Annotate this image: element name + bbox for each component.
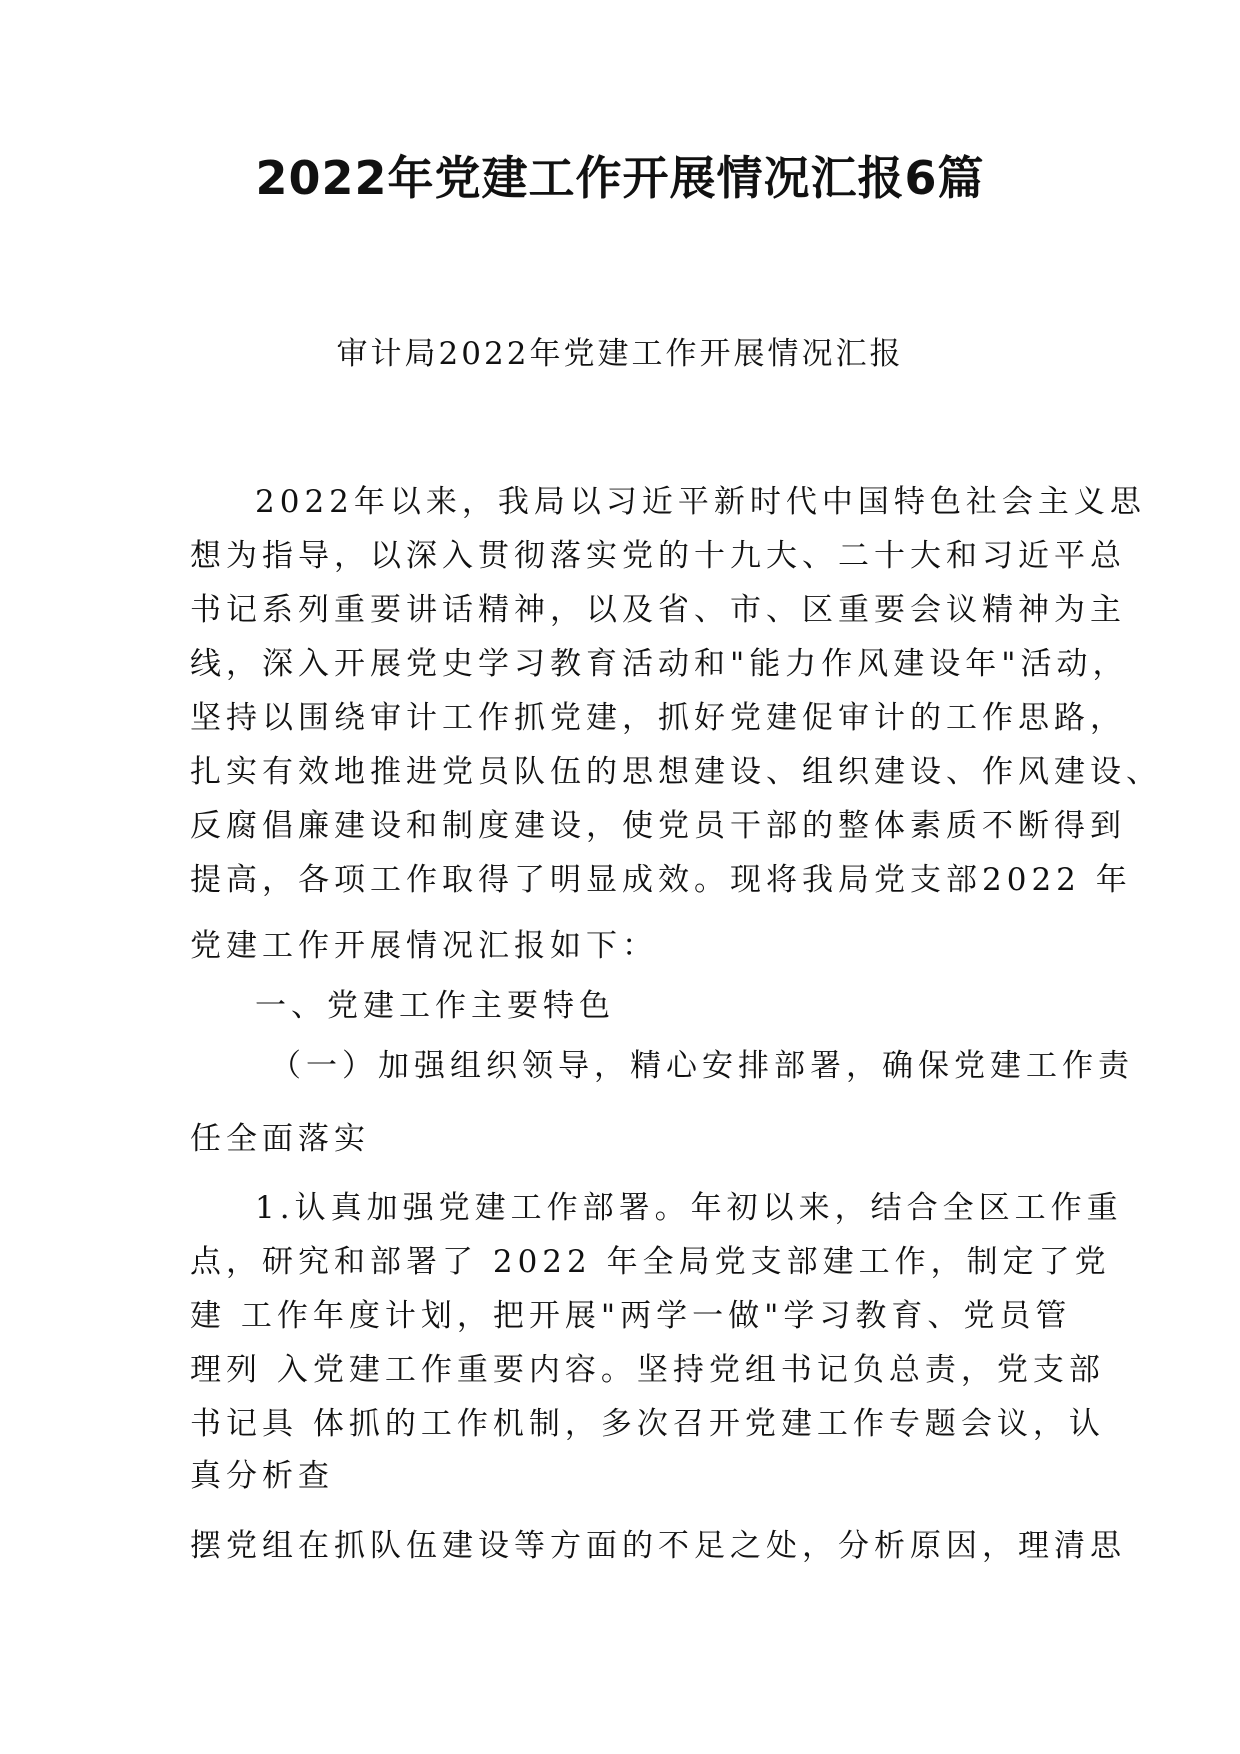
body-line: 1.认真加强党建工作部署。年初以来，结合全区工作重 (255, 1190, 1123, 1226)
body-line: 反腐倡廉建设和制度建设，使党员干部的整体素质不断得到 (190, 808, 1126, 844)
body-line: 书记具 体抓的工作机制，多次召开党建工作专题会议，认 (190, 1406, 1105, 1442)
body-line: 摆党组在抓队伍建设等方面的不足之处，分析原因，理清思 (190, 1528, 1126, 1564)
document-subtitle: 审计局2022年党建工作开展情况汇报 (336, 336, 904, 372)
body-line: 坚持以围绕审计工作抓党建，抓好党建促审计的工作思路， (190, 700, 1126, 736)
body-line: 党建工作开展情况汇报如下： (190, 928, 658, 964)
body-line: 理列 入党建工作重要内容。坚持党组书记负总责，党支部 (190, 1352, 1105, 1388)
body-line: 2022年以来，我局以习近平新时代中国特色社会主义思 (255, 484, 1146, 520)
body-line: 建 工作年度计划，把开展"两学一做"学习教育、党员管 (190, 1298, 1072, 1334)
body-line: 提高，各项工作取得了明显成效。现将我局党支部2022 年 (190, 862, 1132, 898)
document-title: 2022年党建工作开展情况汇报6篇 (255, 151, 985, 205)
section-heading: 一、党建工作主要特色 (255, 988, 615, 1024)
body-line: 真分析查 (190, 1458, 334, 1494)
body-line: 线，深入开展党史学习教育活动和"能力作风建设年"活动， (190, 646, 1129, 682)
subsection-heading-continued: 任全面落实 (190, 1121, 370, 1157)
body-line: 点，研究和部署了 2022 年全局党支部建工作，制定了党 (190, 1244, 1111, 1280)
body-line: 扎实有效地推进党员队伍的思想建设、组织建设、作风建设、 (190, 754, 1162, 790)
body-line: 想为指导，以深入贯彻落实党的十九大、二十大和习近平总 (190, 538, 1126, 574)
subsection-heading: （一）加强组织领导，精心安排部署，确保党建工作责 (270, 1048, 1134, 1084)
body-line: 书记系列重要讲话精神，以及省、市、区重要会议精神为主 (190, 592, 1126, 628)
